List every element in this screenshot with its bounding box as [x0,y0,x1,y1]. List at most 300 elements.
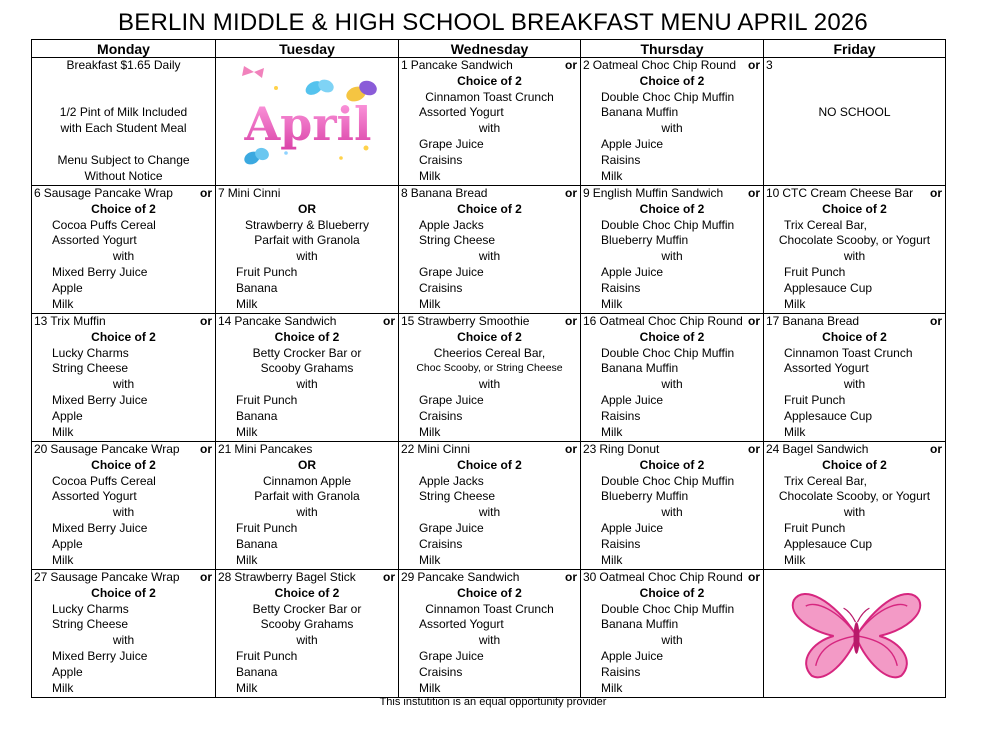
day-entree [218,442,312,458]
menu-item: Apple [52,536,83,551]
menu-day-cell [581,58,764,186]
menu-item: Raisins [601,152,641,167]
menu-item: String Cheese [419,489,496,504]
main-entree: Banana Bread [410,186,488,200]
menu-item: Raisins [601,664,641,679]
day-entree [401,58,513,74]
menu-item: with [478,249,501,264]
menu-item: with [112,249,135,264]
or-label: or [930,314,942,328]
menu-item: Milk [419,424,441,439]
menu-item: Cheerios Cereal Bar, [433,345,546,360]
menu-item: Choice of 2 [639,585,705,600]
or-label: or [930,442,942,456]
day-header-line [581,58,763,74]
main-entree: Oatmeal Choc Chip Round [599,570,743,584]
day-entree [583,442,659,458]
day-number: 21 [218,442,232,456]
no-school-notice: NO SCHOOL [818,105,891,119]
day-number: 22 [401,442,415,456]
day-entree [583,570,743,586]
day-number: 6 [34,186,41,200]
day-entree [34,314,106,330]
day-entree [401,314,529,330]
day-number: 10 [766,186,780,200]
day-header-line [581,186,763,202]
april-graphic-cell [216,58,399,186]
menu-item: Craisins [419,664,463,679]
day-entree [34,570,180,586]
menu-item: Cinnamon Toast Crunch [425,601,554,616]
menu-item: Choice of 2 [457,73,522,88]
or-label: or [200,570,212,584]
menu-item: Assorted Yogurt [784,361,869,376]
menu-item: Apple [52,280,83,295]
day-entree [34,186,173,202]
menu-item: Banana [236,408,278,423]
info-line [32,137,215,153]
day-entree [401,570,519,586]
menu-day-cell [764,442,946,570]
menu-item: Assorted Yogurt [419,617,504,632]
day-header-line [32,442,215,458]
info-line: 1/2 Pint of Milk Included [59,105,188,120]
menu-item: Apple [52,664,83,679]
menu-item: String Cheese [419,233,496,248]
menu-day-cell [399,186,581,314]
menu-day-cell [764,186,946,314]
menu-day-cell [216,314,399,442]
menu-item: Grape Juice [419,648,484,663]
menu-item: Applesauce Cup [784,408,873,423]
or-label: or [748,58,760,72]
menu-item: Blueberry Muffin [601,233,689,248]
or-label: or [565,186,577,200]
menu-item: Cinnamon Toast Crunch [784,345,913,360]
day-header-line [32,186,215,202]
menu-item: Chocolate Scooby, or Yogurt [778,489,931,504]
menu-item: Fruit Punch [784,264,846,279]
info-line: with Each Student Meal [60,121,187,136]
day-number: 2 [583,58,590,72]
day-header-wednesday: Wednesday [399,40,581,58]
menu-item: Milk [236,680,258,695]
menu-item: Choice of 2 [457,585,522,600]
menu-item: with [478,377,501,392]
menu-item: Apple Jacks [419,473,484,488]
week-row [32,570,946,698]
menu-item: Chocolate Scooby, or Yogurt [778,233,931,248]
day-entree [583,314,743,330]
day-header-line [399,314,580,330]
day-entree [766,58,776,74]
menu-day-cell [399,442,581,570]
main-entree: Strawberry Smoothie [417,314,530,328]
menu-item: Assorted Yogurt [52,489,137,504]
menu-item: Apple Juice [601,264,664,279]
main-entree: Sausage Pancake Wrap [50,570,180,584]
menu-item: Grape Juice [419,392,484,407]
week-row [32,58,946,186]
menu-item: Choice of 2 [639,457,705,472]
day-header-line [216,314,398,330]
day-header-line [581,442,763,458]
day-header-line [399,58,580,74]
menu-item: Choice of 2 [91,201,156,216]
week-row [32,314,946,442]
menu-item: Mixed Berry Juice [52,648,148,663]
main-entree: Sausage Pancake Wrap [43,186,173,200]
or-label: or [383,314,395,328]
menu-item: Banana Muffin [601,617,679,632]
day-header-tuesday: Tuesday [216,40,399,58]
menu-item: with [296,505,318,520]
menu-item: Mixed Berry Juice [52,264,148,279]
menu-day-cell [32,314,216,442]
menu-item: with [112,505,135,520]
main-entree: Bagel Sandwich [782,442,869,456]
menu-item: Milk [236,552,258,567]
menu-item: with [843,505,866,520]
menu-item: Milk [52,552,74,567]
day-number: 3 [766,58,773,72]
menu-item: Mixed Berry Juice [52,520,148,535]
menu-item: Raisins [601,536,641,551]
menu-item: Banana Muffin [601,105,679,120]
day-entree [766,314,859,330]
menu-item: Milk [236,424,258,439]
day-header-line [399,570,580,586]
day-entree [401,186,487,202]
day-entree [583,186,723,202]
menu-day-cell [581,570,764,698]
menu-item: Fruit Punch [236,264,298,279]
menu-day-cell [581,186,764,314]
menu-item: with [478,121,501,136]
menu-item: Craisins [419,408,463,423]
menu-day-cell [216,570,399,698]
menu-item: Milk [784,552,806,567]
menu-item: Fruit Punch [236,392,298,407]
menu-item: Assorted Yogurt [52,233,137,248]
day-header-line [216,186,398,202]
butterfly-icon [303,77,336,98]
menu-item: Parfait with Granola [254,233,360,248]
main-entree: Mini Cinni [227,186,281,200]
day-header-line [216,570,398,586]
menu-item: Grape Juice [419,136,484,151]
day-header-line [216,442,398,458]
main-entree: Oatmeal Choc Chip Round [592,58,737,72]
main-entree: Ring Donut [599,442,660,456]
menu-day-cell [399,58,581,186]
menu-item: Apple Juice [601,136,664,151]
menu-item: Applesauce Cup [784,280,873,295]
day-header-line [581,314,763,330]
day-number: 16 [583,314,597,328]
day-header-line [764,58,945,74]
menu-item: Milk [601,680,623,695]
day-entree [218,314,336,330]
info-line [32,74,215,90]
menu-item: Assorted Yogurt [419,105,504,120]
menu-item: Craisins [419,152,463,167]
menu-item: with [661,121,683,136]
menu-item: Lucky Charms [52,345,129,360]
menu-item: Milk [601,424,623,439]
menu-item: Fruit Punch [236,648,298,663]
or-label: or [748,314,760,328]
menu-item: with [661,633,683,648]
menu-item: with [661,249,683,264]
menu-day-cell [764,314,946,442]
menu-item: Cinnamon Toast Crunch [425,89,554,104]
or-label: or [930,186,942,200]
menu-item: Scooby Grahams [260,617,354,632]
menu-item: Milk [784,424,806,439]
info-line: Without Notice [84,168,163,183]
day-header-line [32,314,215,330]
day-number: 24 [766,442,780,456]
or-label: or [565,570,577,584]
menu-item: Trix Cereal Bar, [784,217,867,232]
menu-item: Choice of 2 [639,201,705,216]
day-header-line [399,442,580,458]
day-number: 15 [401,314,415,328]
menu-item: Milk [419,680,441,695]
menu-info-cell [32,58,216,186]
april-word-art: April [244,97,372,151]
menu-item: with [478,505,501,520]
main-entree: Pancake Sandwich [234,314,337,328]
menu-item: Milk [601,168,623,183]
menu-item: Choice of 2 [274,585,340,600]
menu-item: Apple Jacks [419,217,484,232]
menu-item: Double Choc Chip Muffin [601,217,735,232]
menu-item: Strawberry & Blueberry [244,217,370,232]
info-line [32,90,215,106]
day-number: 1 [401,58,408,72]
main-entree: Strawberry Bagel Stick [234,570,356,584]
menu-item: Cinnamon Apple [262,473,352,488]
menu-item: Milk [601,296,623,311]
menu-item: Fruit Punch [784,520,846,535]
menu-item: String Cheese [52,617,129,632]
menu-item: Banana [236,664,278,679]
menu-day-cell [216,442,399,570]
menu-day-cell [581,314,764,442]
menu-item: with [478,633,501,648]
menu-item: Double Choc Chip Muffin [601,601,735,616]
day-number: 7 [218,186,225,200]
week-row [32,186,946,314]
or-label: or [748,442,760,456]
day-header-monday: Monday [32,40,216,58]
menu-item: Milk [601,552,623,567]
menu-item: Parfait with Granola [254,489,360,504]
menu-item: Choice of 2 [457,329,522,344]
menu-item: Craisins [419,280,463,295]
menu-item: Choice of 2 [91,585,156,600]
day-header-thursday: Thursday [581,40,764,58]
menu-item: Double Choc Chip Muffin [601,89,735,104]
menu-item: Betty Crocker Bar or [252,601,362,616]
day-header-line [764,314,945,330]
menu-item: Cocoa Puffs Cereal [52,473,156,488]
weekday-header-row [32,40,946,58]
menu-item: with [296,633,318,648]
menu-item: Grape Juice [419,264,484,279]
menu-day-cell [764,58,946,186]
menu-item: Betty Crocker Bar or [252,345,362,360]
or-label: or [200,186,212,200]
menu-item: Choice of 2 [822,329,887,344]
day-entree [583,58,736,74]
menu-item: Banana [236,280,278,295]
main-entree: Pancake Sandwich [410,58,513,72]
day-number: 13 [34,314,48,328]
or-label: or [565,442,577,456]
menu-item: Choice of 2 [457,457,522,472]
menu-item: OR [298,457,316,472]
menu-item: with [661,505,683,520]
footer-note: This instutition is an equal opportunity provider [379,696,607,708]
or-label: or [200,442,212,456]
menu-item: Apple Juice [601,648,664,663]
day-number: 17 [766,314,780,328]
menu-item: with [296,377,318,392]
menu-item: Applesauce Cup [784,536,873,551]
menu-item: with [843,249,866,264]
or-label: or [383,570,395,584]
menu-item: Choice of 2 [639,73,705,88]
menu-item: Mixed Berry Juice [52,392,148,407]
menu-item: with [296,249,318,264]
menu-day-cell [32,570,216,698]
menu-item: OR [298,201,316,216]
menu-calendar [31,39,946,698]
or-label: or [565,314,577,328]
or-label: or [748,186,760,200]
menu-item: with [661,377,683,392]
main-entree: Banana Bread [782,314,860,328]
menu-item: Apple Juice [601,392,664,407]
day-number: 23 [583,442,597,456]
menu-item: Milk [52,296,74,311]
day-header-line [764,186,945,202]
day-header-friday: Friday [764,40,946,58]
menu-item: Cocoa Puffs Cereal [52,217,156,232]
day-header-line [581,570,763,586]
day-entree [218,186,280,202]
menu-item: Apple Juice [601,520,664,535]
menu-day-cell [216,186,399,314]
pink-butterfly-graphic [764,570,945,697]
menu-item: Milk [236,296,258,311]
menu-item: Scooby Grahams [260,361,354,376]
menu-item: Raisins [601,280,641,295]
menu-item: with [843,377,866,392]
menu-item: Choice of 2 [457,201,522,216]
menu-item: Choc Scooby, or String Cheese [416,362,563,375]
menu-item: with [112,377,135,392]
menu-item: Choice of 2 [91,329,156,344]
menu-item: Choice of 2 [274,329,340,344]
main-entree: Mini Pancakes [234,442,313,456]
day-entree [218,570,356,586]
day-entree [766,442,868,458]
day-number: 27 [34,570,48,584]
menu-item: Milk [419,552,441,567]
menu-item: Choice of 2 [822,457,887,472]
april-butterflies-graphic [216,58,398,185]
menu-item: with [112,633,135,648]
menu-item: Apple [52,408,83,423]
menu-day-cell [581,442,764,570]
day-number: 30 [583,570,597,584]
menu-item: Fruit Punch [784,392,846,407]
menu-item: Trix Cereal Bar, [784,473,867,488]
or-label: or [565,58,577,72]
day-number: 9 [583,186,590,200]
day-entree [34,442,180,458]
menu-item: Milk [52,680,74,695]
day-header-line [32,570,215,586]
menu-item: Choice of 2 [91,457,156,472]
page-title: BERLIN MIDDLE & HIGH SCHOOL BREAKFAST MENU APRIL 2026 [118,9,868,36]
day-header-line [764,442,945,458]
menu-item: Grape Juice [419,520,484,535]
menu-item: String Cheese [52,361,129,376]
main-entree: Sausage Pancake Wrap [50,442,180,456]
main-entree: Oatmeal Choc Chip Round [599,314,743,328]
menu-item: Milk [419,168,441,183]
or-label: or [200,314,212,328]
main-entree: Pancake Sandwich [417,570,520,584]
day-number: 28 [218,570,232,584]
week-row [32,442,946,570]
info-line: Breakfast $1.65 Daily [66,58,181,72]
menu-item: Milk [784,296,806,311]
menu-day-cell [399,314,581,442]
main-entree: Mini Cinni [417,442,471,456]
menu-item: Milk [419,296,441,311]
menu-day-cell [32,442,216,570]
menu-day-cell [32,186,216,314]
menu-item: Choice of 2 [639,329,705,344]
main-entree: English Muffin Sandwich [592,186,724,200]
menu-item: Choice of 2 [822,201,887,216]
menu-day-cell [399,570,581,698]
menu-item: Banana Muffin [601,361,679,376]
menu-item: Double Choc Chip Muffin [601,473,735,488]
day-entree [401,442,470,458]
butterfly-graphic-cell [764,570,946,698]
day-number: 20 [34,442,48,456]
menu-item: Fruit Punch [236,520,298,535]
info-line: Menu Subject to Change [57,152,190,167]
menu-item: Double Choc Chip Muffin [601,345,735,360]
main-entree: Trix Muffin [50,314,106,328]
or-label: or [748,570,760,584]
day-number: 14 [218,314,232,328]
menu-item: Milk [52,424,74,439]
day-header-line [399,186,580,202]
menu-item: Craisins [419,536,463,551]
menu-item: Raisins [601,408,641,423]
menu-item: Banana [236,536,278,551]
day-entree [766,186,913,202]
